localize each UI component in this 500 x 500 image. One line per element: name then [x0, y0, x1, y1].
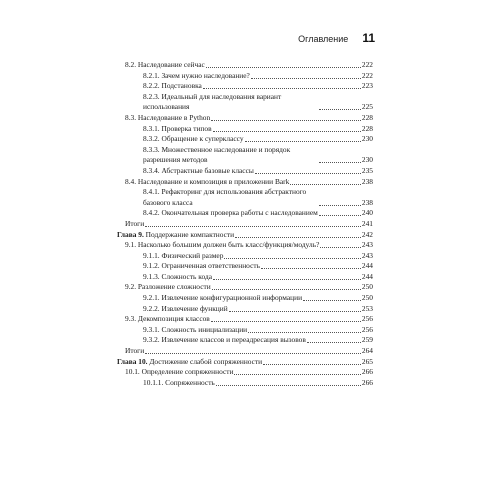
- dot-leader: [213, 279, 361, 280]
- toc-entry-label: 8.2. Наследование сейчас: [125, 60, 205, 69]
- toc-page-number: 230: [361, 134, 373, 144]
- dot-leader: [145, 353, 361, 354]
- toc-entry-label: 8.3.3. Множественное наследование и порядок разрешения методов: [143, 144, 291, 165]
- toc-entry-title: [143, 293, 302, 304]
- toc-chapter-entry: [117, 357, 373, 368]
- toc-page-number: 223: [361, 81, 373, 91]
- toc-entry: [117, 378, 373, 389]
- toc-entry-title: [143, 335, 306, 346]
- dot-leader: [211, 321, 361, 322]
- toc-entry-title: [117, 230, 234, 241]
- toc-entry-label: 8.4. Наследование и композиция в приложении Bark: [125, 176, 290, 186]
- toc-entry: [117, 113, 373, 124]
- toc-entry-label: Поддержание компактности: [145, 229, 235, 239]
- toc-entry: [117, 325, 373, 336]
- toc-entry: [117, 219, 373, 230]
- dot-leader: [224, 258, 361, 259]
- toc-entry: [117, 367, 373, 378]
- toc-entry-label: 8.4.1. Рефакторинг для использования абстрактного базового класса: [143, 187, 307, 207]
- toc-entry-title: [143, 145, 318, 166]
- dot-leader: [251, 78, 361, 79]
- toc-page-number: 244: [361, 271, 373, 281]
- toc-entry-title: [125, 113, 210, 124]
- toc-entry-label: 8.2.2. Подстановка: [143, 81, 202, 91]
- dot-leader: [234, 374, 360, 375]
- toc-page-number: 243: [361, 250, 373, 260]
- toc-entry-label: 8.3. Наследование в Python: [125, 112, 211, 122]
- dot-leader: [255, 173, 361, 174]
- toc-chapter-label: Глава 9.: [117, 229, 144, 239]
- dot-leader: [229, 311, 361, 312]
- dot-leader: [320, 247, 361, 248]
- toc-page-number: 250: [361, 293, 373, 303]
- dot-leader: [290, 184, 361, 185]
- toc-entry-title: [143, 261, 260, 272]
- toc-page-number: 253: [361, 303, 373, 313]
- toc-entry-label: 9.3. Декомпозиция классов: [125, 314, 210, 324]
- toc-entry: [117, 314, 373, 325]
- toc-page-number: 222: [361, 70, 373, 80]
- toc-page-number: 240: [361, 208, 373, 218]
- toc-entry: [117, 187, 373, 208]
- toc-page-number: 266: [361, 377, 373, 387]
- toc-entry-label: Достижение слабой сопряженности: [149, 356, 263, 366]
- toc-page-number: 228: [361, 123, 373, 133]
- toc-entry-label: 10.1.1. Сопряженность: [143, 377, 215, 387]
- toc-entry: [117, 240, 373, 251]
- dot-leader: [319, 109, 361, 110]
- toc-entry-title: [143, 134, 244, 145]
- toc-page-number: 243: [361, 240, 373, 250]
- toc-entry-title: [117, 357, 262, 368]
- toc-entry-title: [143, 378, 215, 389]
- toc-page-number: 230: [361, 155, 373, 165]
- toc-entry-label: 8.2.1. Зачем нужно наследование?: [143, 70, 250, 80]
- toc-page-number: 266: [361, 367, 373, 377]
- toc-entry: [117, 335, 373, 346]
- header-page-number: 11: [362, 31, 375, 45]
- toc-page-number: 225: [361, 102, 373, 112]
- toc-entry: [117, 282, 373, 293]
- toc-entry-label: 9.1.1. Физический размер: [143, 250, 224, 260]
- dot-leader: [245, 141, 361, 142]
- header-title: Оглавление: [298, 34, 349, 44]
- dot-leader: [303, 300, 361, 301]
- toc-entry-label: 9.1.2. Ограниченная ответственность: [143, 261, 260, 271]
- dot-leader: [216, 385, 361, 386]
- toc-entry-title: [143, 81, 202, 92]
- toc-entry-title: [125, 219, 144, 230]
- toc-page-number: 222: [361, 60, 373, 69]
- toc-entry-title: [143, 272, 212, 283]
- toc-entry: [117, 124, 373, 135]
- toc-entry-title: [125, 177, 289, 188]
- dot-leader: [206, 67, 361, 68]
- toc-page-number: 241: [361, 218, 373, 228]
- toc-entry-title: [125, 60, 205, 71]
- toc-page-number: 265: [361, 356, 373, 366]
- toc-chapter-entry: [117, 230, 373, 241]
- dot-leader: [235, 237, 361, 238]
- toc-entry-title: [125, 314, 210, 325]
- toc-page-number: 259: [361, 335, 373, 345]
- toc-entry: [117, 92, 373, 113]
- dot-leader: [211, 120, 361, 121]
- toc-entry-title: [143, 208, 318, 219]
- dot-leader: [263, 364, 361, 365]
- dot-leader: [212, 289, 361, 290]
- toc-entry: [117, 71, 373, 82]
- toc-entry: [117, 304, 373, 315]
- toc-entry-label: 9.2.2. Извлечение функций: [143, 303, 228, 313]
- toc-entry-label: 9.3.1. Сложность инициализации: [143, 324, 248, 334]
- toc-entry-title: [125, 367, 233, 378]
- toc-entry-title: [143, 71, 250, 82]
- toc-entry-title: [143, 187, 318, 208]
- dot-leader: [145, 226, 361, 227]
- toc-entry-label: 9.2.1. Извлечение конфигурационной информации: [143, 293, 303, 303]
- toc-entry: [117, 261, 373, 272]
- running-header: [298, 31, 375, 45]
- dot-leader: [319, 205, 361, 206]
- toc-page-number: 256: [361, 314, 373, 324]
- toc-entry-title: [143, 304, 228, 315]
- toc-entry-title: [125, 240, 319, 251]
- toc-entry: [117, 166, 373, 177]
- toc-page-number: 250: [361, 282, 373, 292]
- dot-leader: [213, 131, 361, 132]
- dot-leader: [319, 162, 361, 163]
- toc-entry: [117, 177, 373, 188]
- toc-entry: [117, 272, 373, 283]
- toc-entry-label: 8.3.4. Абстрактные базовые классы: [143, 165, 254, 175]
- toc-entry: [117, 251, 373, 262]
- toc-entry: [117, 134, 373, 145]
- dot-leader: [319, 215, 361, 216]
- toc-entry-label: Итоги: [125, 218, 145, 228]
- toc-entry-label: 8.4.2. Окончательная проверка работы с наследованием: [143, 208, 318, 218]
- dot-leader: [203, 88, 361, 89]
- toc-entry-title: [143, 92, 318, 113]
- toc-page-number: 238: [361, 197, 373, 207]
- dot-leader: [261, 268, 361, 269]
- toc-entry: [117, 60, 373, 71]
- toc-entry-label: 8.3.2. Обращение к суперклассу: [143, 134, 244, 144]
- toc-entry-label: 9.1. Насколько большим должен быть класс/функция/модуль?: [125, 240, 320, 250]
- toc-entry-title: [143, 166, 254, 177]
- toc-entry-label: 10.1. Определение сопряженности: [125, 367, 234, 377]
- toc-entry: [117, 208, 373, 219]
- toc-page-number: 244: [361, 261, 373, 271]
- dot-leader: [307, 342, 361, 343]
- toc-entry-title: [143, 325, 247, 336]
- toc-entry-title: [125, 346, 144, 357]
- toc-entry: [117, 81, 373, 92]
- toc-page-number: 238: [361, 176, 373, 186]
- toc-entry-title: [125, 282, 211, 293]
- toc-entry: [117, 346, 373, 357]
- toc-page-number: 228: [361, 112, 373, 122]
- toc-chapter-label: Глава 10.: [117, 356, 148, 366]
- toc-entry-title: [143, 124, 212, 135]
- toc-entry-label: 9.2. Разложение сложности: [125, 282, 211, 292]
- toc-entry-label: 8.3.1. Проверка типов: [143, 123, 212, 133]
- toc-entry: [117, 145, 373, 166]
- toc-page-number: 256: [361, 324, 373, 334]
- toc-page-number: 264: [361, 346, 373, 356]
- toc-entry-title: [143, 251, 223, 262]
- toc-entry: [117, 293, 373, 304]
- toc-entry-label: 8.2.3. Идеальный для наследования вариант использования: [143, 91, 282, 112]
- toc-page-number: 242: [361, 229, 373, 239]
- toc-entry-label: 9.1.3. Сложность кода: [143, 271, 213, 281]
- toc-entry-label: Итоги: [125, 346, 145, 356]
- toc-entry-label: 9.3.2. Извлечение классов и переадресация вызовов: [143, 335, 306, 345]
- toc-page-number: 235: [361, 165, 373, 175]
- table-of-contents: [117, 60, 373, 388]
- dot-leader: [248, 332, 361, 333]
